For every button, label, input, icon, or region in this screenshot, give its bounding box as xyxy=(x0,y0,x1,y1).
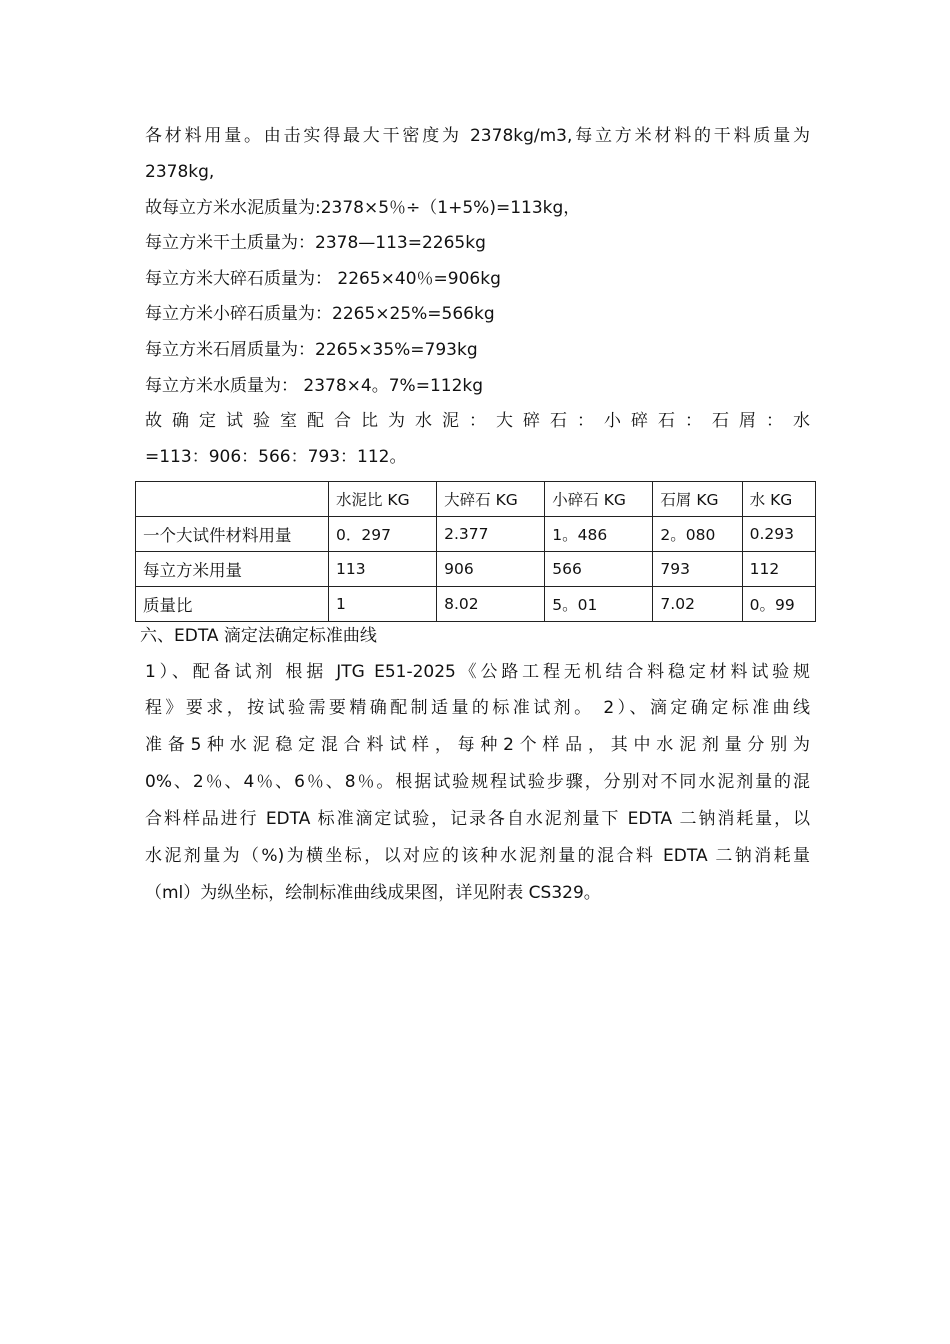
text-line: 水泥剂量为（%)为横坐标，以对应的该种水泥剂量的混合料 EDTA 二钠消耗量 xyxy=(145,846,810,866)
text-line: 准 备 5 种 水 泥 稳 定 混 合 料 试 样 ， 每 种 2 个 样 品 ， 其 中 水 泥 剂 量 分 别 为 xyxy=(145,735,810,755)
table-row-label: 质量比 xyxy=(136,587,329,622)
text-line: =113：906：566：793：112。 xyxy=(145,447,407,467)
table-header-cell xyxy=(136,482,329,517)
mix-proportion-table xyxy=(135,481,816,622)
table-cell: 112 xyxy=(742,552,815,587)
table-row xyxy=(136,517,816,552)
table-row xyxy=(136,552,816,587)
table-cell: 906 xyxy=(437,552,545,587)
text-line: 1）、配备试剂 根据 JTG E51-2025《公路工程无机结合料稳定材料试验规 xyxy=(145,662,810,682)
text-line: 程》要求，按试验需要精确配制适量的标准试剂。 2）、滴定确定标准曲线 xyxy=(145,698,810,718)
text-line: 各材料用量。由击实得最大干密度为 2378kg/m3,每立方米材料的干料质量为 xyxy=(145,126,810,146)
text-line: 每立方米干土质量为：2378—113=2265kg xyxy=(145,233,486,253)
table-cell: 566 xyxy=(545,552,653,587)
table-cell: 1 xyxy=(329,587,437,622)
table-header-cell: 水 KG xyxy=(742,482,815,517)
table-header-cell: 小碎石 KG xyxy=(545,482,653,517)
table-row-label: 一个大试件材料用量 xyxy=(136,517,329,552)
table-cell: 5。01 xyxy=(545,587,653,622)
table-row-label: 每立方米用量 xyxy=(136,552,329,587)
table-header-cell: 大碎石 KG xyxy=(437,482,545,517)
table-cell: 8.02 xyxy=(437,587,545,622)
table-cell: 2.377 xyxy=(437,517,545,552)
table-cell: 0．297 xyxy=(329,517,437,552)
text-line: 合料样品进行 EDTA 标准滴定试验，记录各自水泥剂量下 EDTA 二钠消耗量，以 xyxy=(145,809,810,829)
text-line: 0%、2％、4％、6％、8％。根据试验规程试验步骤，分别对不同水泥剂量的混 xyxy=(145,772,810,792)
table-cell: 0.293 xyxy=(742,517,815,552)
text-line: （ml）为纵坐标，绘制标准曲线成果图，详见附表 CS329。 xyxy=(145,883,601,903)
table-cell: 113 xyxy=(329,552,437,587)
table-header-cell: 石屑 KG xyxy=(653,482,742,517)
table-row xyxy=(136,587,816,622)
text-line: 每立方米大碎石质量为： 2265×40％=906kg xyxy=(145,269,501,289)
table-cell: 2。080 xyxy=(653,517,742,552)
table-cell: 7.02 xyxy=(653,587,742,622)
text-line: 2378kg, xyxy=(145,162,215,182)
text-line: 每立方米小碎石质量为：2265×25%=566kg xyxy=(145,304,495,324)
section-heading: 六、EDTA 滴定法确定标准曲线 xyxy=(140,626,377,646)
table-cell: 793 xyxy=(653,552,742,587)
table-header-cell: 水泥比 KG xyxy=(329,482,437,517)
text-line: 每立方米石屑质量为：2265×35%=793kg xyxy=(145,340,478,360)
text-line: 每立方米水质量为： 2378×4。7%=112kg xyxy=(145,376,484,396)
table-header-row xyxy=(136,482,816,517)
text-line: 故每立方米水泥质量为:2378×5％÷（1+5%)=113kg， xyxy=(145,198,581,218)
table-cell: 0。99 xyxy=(742,587,815,622)
text-line: 故 确 定 试 验 室 配 合 比 为 水 泥 ： 大 碎 石 ： 小 碎 石 ： 石 屑 ： 水 xyxy=(145,411,810,431)
table-cell: 1。486 xyxy=(545,517,653,552)
